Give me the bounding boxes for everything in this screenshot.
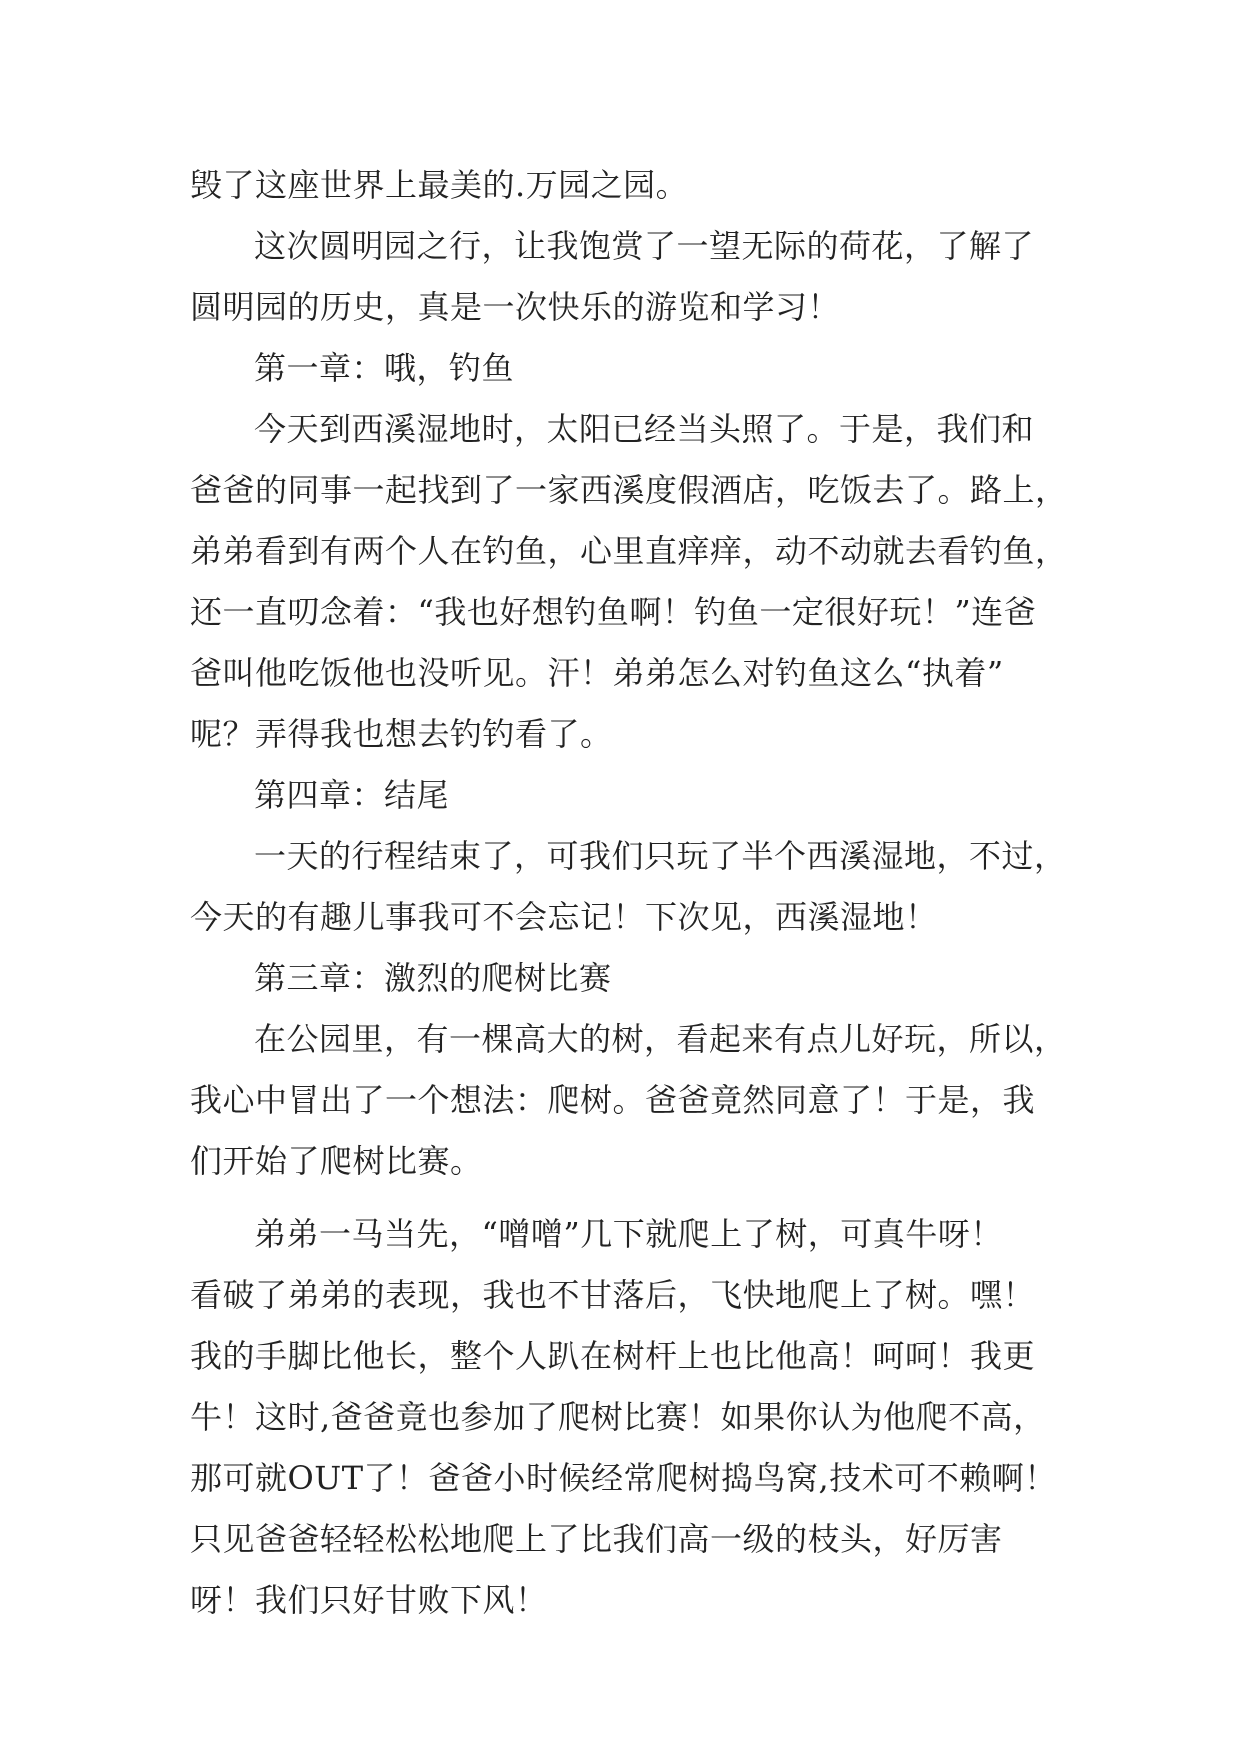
text-line: 毁了这座世界上最美的.万园之园。 [190,166,689,204]
paragraph-gap [190,1192,1060,1204]
chapter-heading: 第三章：激烈的爬树比赛 [254,959,612,997]
text-line: 们开始了爬树比赛。 [190,1142,483,1180]
text-line: 看破了弟弟的表现，我也不甘落后，飞快地爬上了树。嘿！ [190,1276,1036,1314]
paragraph-first-line: 这次圆明园之行，让我饱赏了一望无际的荷花，了解了 [254,227,1035,265]
text-line: 我心中冒出了一个想法：爬树。爸爸竟然同意了！于是，我 [190,1081,1036,1119]
text-line: 呀！我们只好甘败下风！ [190,1581,548,1619]
text-line: 还一直叨念着：“我也好想钓鱼啊！钓鱼一定很好玩！”连爸 [190,593,1037,631]
text-line: 今天的有趣儿事我可不会忘记！下次见，西溪湿地！ [190,898,938,936]
chapter-heading: 第四章：结尾 [254,776,450,814]
text-line: 爸叫他吃饭他也没听见。汗！弟弟怎么对钓鱼这么“执着” [190,654,1004,692]
text-line: 爸爸的同事一起找到了一家西溪度假酒店，吃饭去了。路上， [190,471,1068,509]
text-line: 圆明园的历史，真是一次快乐的游览和学习！ [190,288,841,326]
text-line: 牛！这时,爸爸竟也参加了爬树比赛！如果你认为他爬不高， [190,1398,1046,1436]
paragraph-first-line: 在公园里，有一棵高大的树，看起来有点儿好玩，所以， [254,1020,1067,1058]
paragraph-first-line: 弟弟一马当先，“噌噌”几下就爬上了树，可真牛呀！ [254,1215,1003,1253]
text-line: 弟弟看到有两个人在钓鱼，心里直痒痒，动不动就去看钓鱼， [190,532,1068,570]
paragraph-first-line: 一天的行程结束了，可我们只玩了半个西溪湿地，不过， [254,837,1067,875]
text-line: 只见爸爸轻轻松松地爬上了比我们高一级的枝头，好厉害 [190,1520,1003,1558]
text-line: 我的手脚比他长，整个人趴在树杆上也比他高！呵呵！我更 [190,1337,1036,1375]
text-line: 呢？弄得我也想去钓钓看了。 [190,715,613,753]
chapter-heading: 第一章：哦，钓鱼 [254,349,515,387]
text-line: 那可就OUT了！爸爸小时候经常爬树捣鸟窝,技术可不赖啊！ [190,1459,1057,1497]
paragraph-first-line: 今天到西溪湿地时，太阳已经当头照了。于是，我们和 [254,410,1035,448]
document-body [190,155,1068,1631]
